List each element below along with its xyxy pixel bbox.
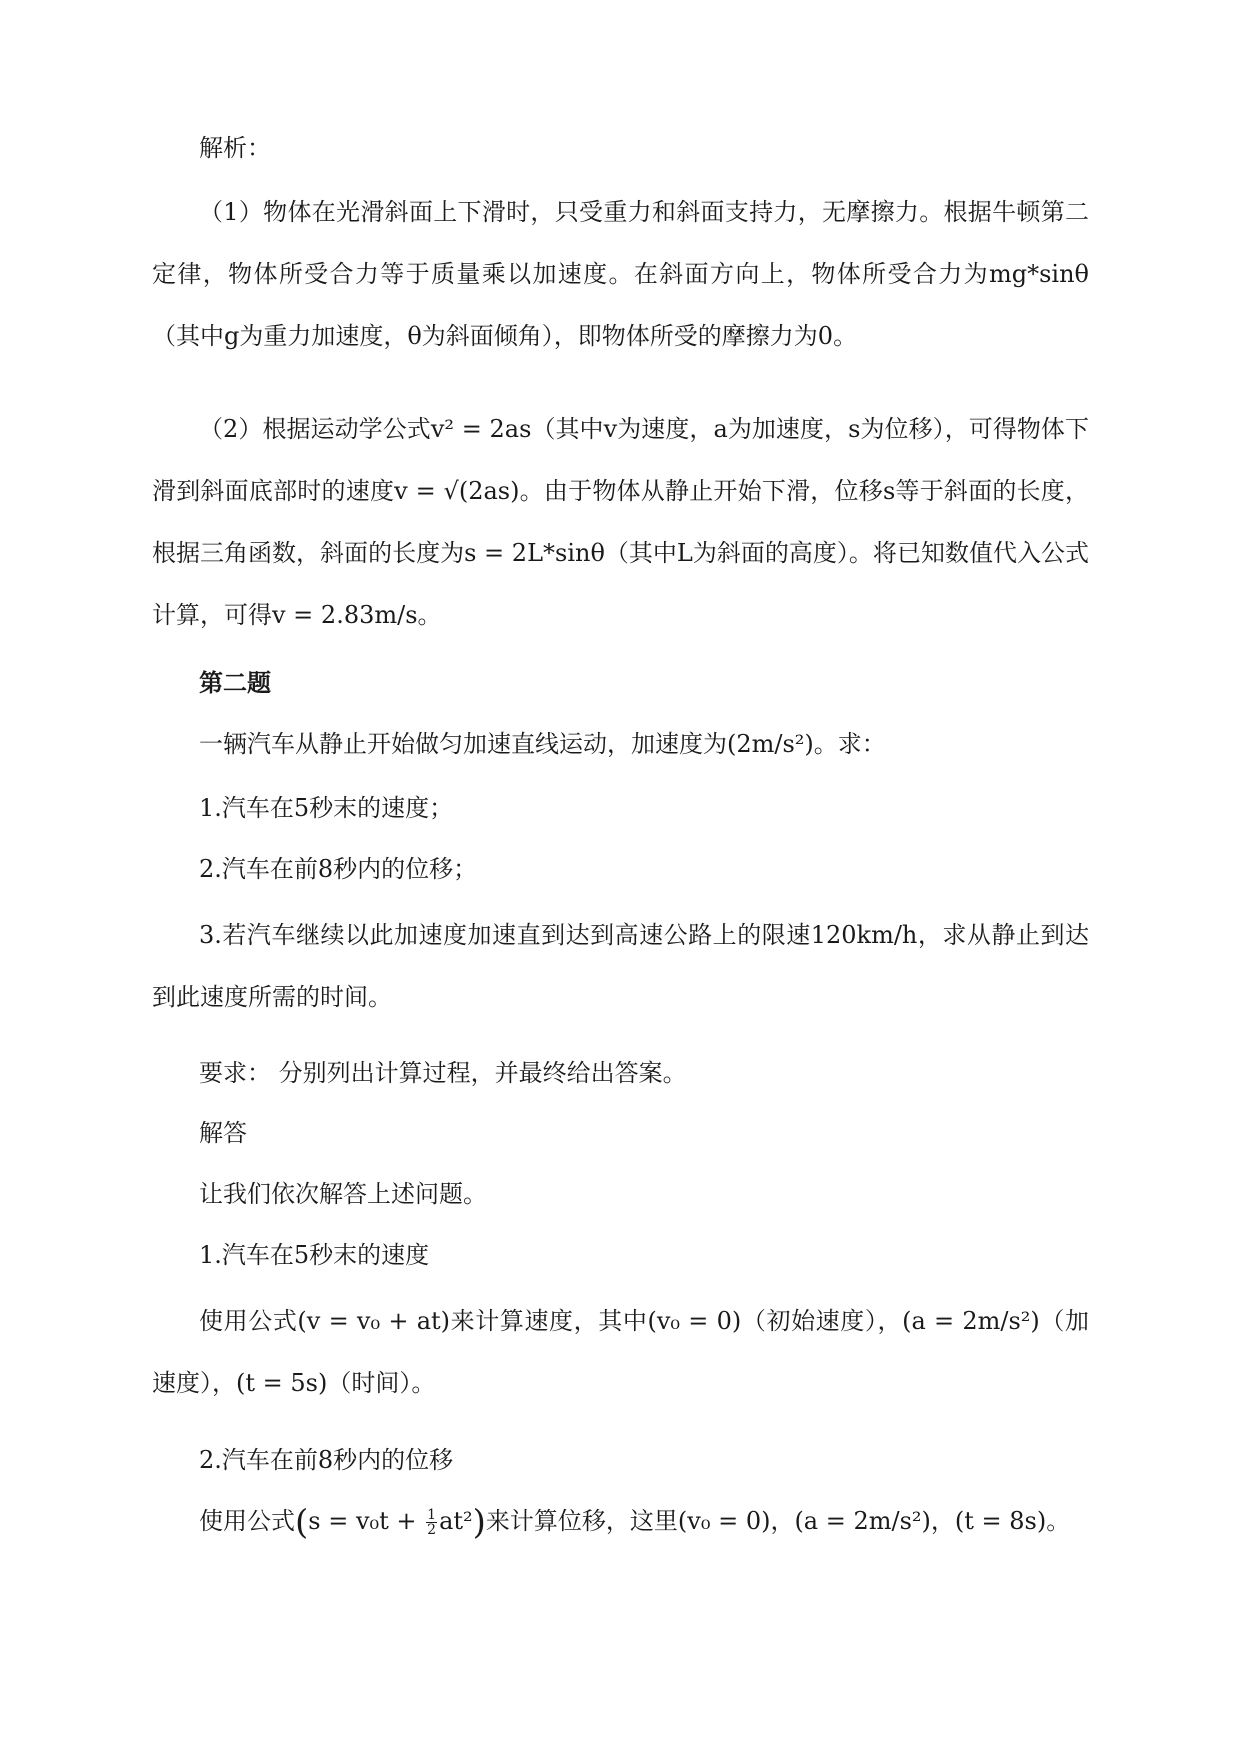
requirement-text: 要求： 分别列出计算过程，并最终给出答案。 (199, 1059, 687, 1087)
answer-heading: 解答 (199, 1119, 247, 1147)
formula-part-a: s = v₀t + (308, 1507, 425, 1535)
solution-1-text: 使用公式(v = v₀ + at)来计算速度，其中(v₀ = 0)（初始速度），(a = 2m/s²)（加速度），(t = 5s)（时间）。 (152, 1307, 1089, 1397)
analysis-heading: 解析： (199, 134, 271, 162)
formula-close-paren: ) (472, 1502, 486, 1543)
question-item-3: 3.若汽车继续以此加速度加速直到达到高速公路上的限速120km/h，求从静止到达到此速度所需的时间。 (152, 921, 1089, 1011)
question-item-1: 1.汽车在5秒末的速度； (199, 794, 454, 822)
fraction-numerator: 1 (427, 1507, 437, 1523)
answer-intro: 让我们依次解答上述问题。 (199, 1180, 487, 1208)
solution-1-title: 1.汽车在5秒末的速度 (199, 1241, 430, 1269)
question-2-stem: 一辆汽车从静止开始做匀加速直线运动，加速度为(2m/s²)。求： (199, 730, 886, 758)
solution-2-prefix: 使用公式 (199, 1507, 295, 1535)
question-item-2: 2.汽车在前8秒内的位移； (199, 855, 478, 883)
formula-open-paren: ( (295, 1502, 309, 1543)
solution-2-suffix: 来计算位移，这里(v₀ = 0)，(a = 2m/s²)，(t = 8s)。 (485, 1507, 1071, 1535)
solution-2-title: 2.汽车在前8秒内的位移 (199, 1446, 454, 1474)
question-2-title: 第二题 (199, 668, 271, 697)
fraction-denominator: 2 (427, 1522, 437, 1538)
formula-fraction (426, 1508, 437, 1537)
solution-2-text (199, 1501, 1070, 1543)
formula-part-b: at² (439, 1507, 473, 1535)
analysis-paragraph-2: （2）根据运动学公式v² = 2as（其中v为速度，a为加速度，s为位移），可得物体下滑到斜面底部时的速度v = √(2as)。由于物体从静止开始下滑，位移s等于斜面的长度，根据三角函数，斜面的长度为s = 2L*sinθ（其中L为斜面的高度）。将已知数值代入公式计算，可得v = 2.83m/s。 (152, 415, 1089, 629)
analysis-paragraph-1: （1）物体在光滑斜面上下滑时，只受重力和斜面支持力，无摩擦力。根据牛顿第二定律，物体所受合力等于质量乘以加速度。在斜面方向上，物体所受合力为mg*sinθ（其中g为重力加速度，θ为斜面倾角），即物体所受的摩擦力为0。 (152, 198, 1089, 350)
